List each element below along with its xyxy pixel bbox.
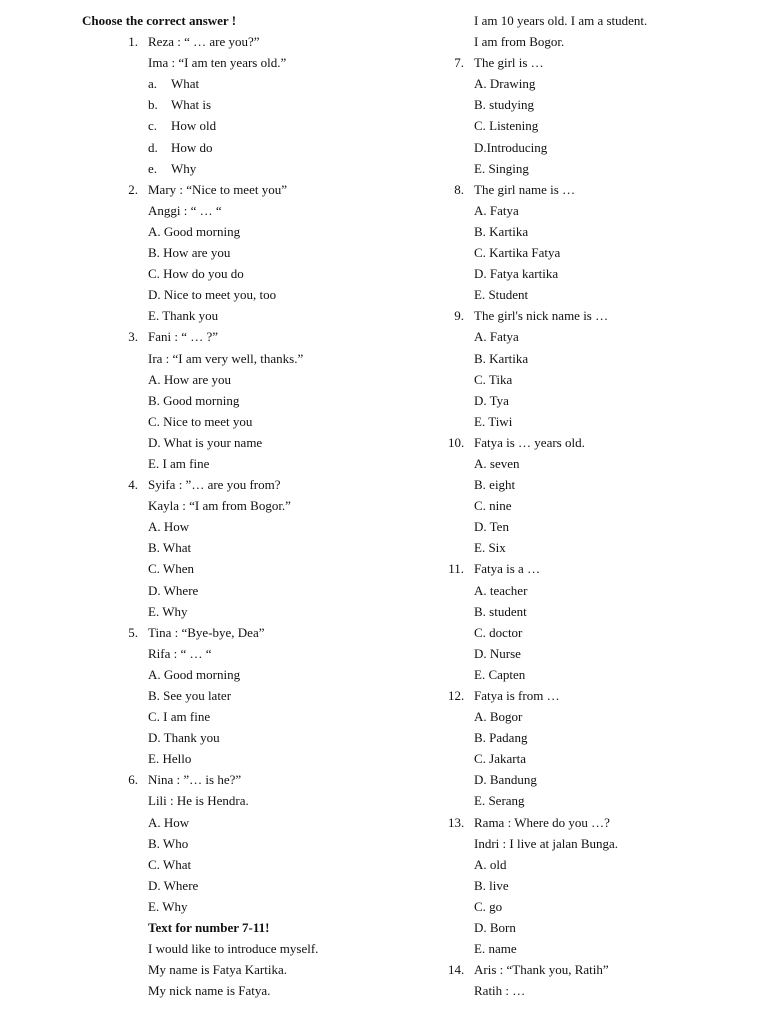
answer-option: E. Singing (474, 160, 529, 176)
answer-option: C. Tika (474, 371, 513, 387)
dialogue-response: Ima : “I am ten years old.” (148, 55, 287, 71)
answer-option: E. Why (148, 603, 188, 619)
question-text: Mary : “Nice to meet you” (148, 181, 287, 197)
answer-option: E. name (474, 941, 517, 957)
question-text: Fatya is a … (474, 561, 541, 577)
left-column (0, 10, 440, 1001)
answer-option: B. eight (474, 477, 516, 493)
question-text: Fatya is … years old. (474, 434, 585, 450)
answer-option: A. Good morning (148, 223, 241, 239)
dialogue-response: Ratih : … (474, 983, 526, 999)
question-text: Tina : “Bye-bye, Dea” (148, 624, 265, 640)
answer-option: C. go (474, 898, 503, 914)
answer-option: B. Good morning (148, 392, 240, 408)
answer-option: A. Drawing (474, 76, 536, 92)
question-text: Aris : “Thank you, Ratih” (474, 962, 609, 978)
option-letter: c. (148, 118, 158, 134)
answer-option: E. Serang (474, 793, 525, 809)
question-7 (448, 52, 768, 73)
answer-option: E. Thank you (148, 308, 219, 324)
answer-option: D. Tya (474, 392, 509, 408)
answer-option: E. Student (474, 287, 529, 303)
answer-option: B. How are you (148, 245, 231, 261)
answer-option: B. student (474, 603, 527, 619)
question-text: Fatya is from … (474, 688, 560, 703)
answer-option: C. Nice to meet you (148, 413, 253, 429)
question-number: 3. (128, 329, 138, 345)
answer-option: A. How are you (148, 371, 232, 387)
dialogue-response: Kayla : “I am from Bogor.” (148, 498, 291, 514)
answer-option: B. studying (474, 97, 534, 113)
question-text: The girl's nick name is … (474, 308, 609, 324)
answer-option: D.Introducing (474, 139, 548, 155)
answer-option: D. Nurse (474, 645, 521, 661)
question-3 (0, 326, 440, 347)
question-14 (448, 959, 768, 980)
question-number: 13. (448, 814, 465, 830)
answer-option: A. How (148, 814, 190, 830)
question-text: Rama : Where do you …? (474, 814, 610, 830)
reading-text-line: I would like to introduce myself. (148, 941, 319, 957)
reading-text-heading: Text for number 7-11! (148, 920, 270, 936)
question-text: Syifa : ”… are you from? (148, 477, 281, 493)
answer-option: A. seven (474, 455, 520, 471)
option-letter: a. (148, 76, 158, 92)
answer-option: B. Kartika (474, 223, 529, 239)
option-text: What is (171, 97, 212, 113)
answer-option: E. I am fine (148, 455, 210, 471)
answer-option: C. When (148, 561, 194, 577)
dialogue-response: Lili : He is Hendra. (148, 793, 249, 809)
question-5 (0, 622, 440, 643)
option-text: How do (171, 139, 213, 155)
question-number: 6. (128, 772, 138, 788)
question-number: 2. (128, 181, 138, 197)
question-13 (448, 812, 768, 833)
right-column (448, 10, 768, 1001)
question-number: 5. (128, 624, 138, 640)
question-6 (0, 769, 440, 790)
answer-option: A. Fatya (474, 202, 519, 218)
answer-option: E. Why (148, 898, 188, 914)
dialogue-response: Indri : I live at jalan Bunga. (474, 835, 619, 851)
answer-option: C. Kartika Fatya (474, 245, 561, 261)
answer-option (0, 115, 440, 136)
question-8 (448, 179, 768, 200)
answer-option: D. Where (148, 582, 199, 598)
answer-option: C. How do you do (148, 266, 244, 282)
answer-option: E. Tiwi (474, 413, 513, 429)
answer-option: D. Where (148, 877, 199, 893)
answer-option: D. Bandung (474, 772, 537, 788)
answer-option: D. Thank you (148, 730, 220, 746)
question-text: Reza : “ … are you?” (148, 34, 260, 50)
reading-text-line: My name is Fatya Kartika. (148, 962, 287, 978)
answer-option: C. I am fine (148, 709, 211, 725)
question-number: 11. (448, 561, 464, 577)
answer-option: B. See you later (148, 688, 232, 703)
answer-option: D. Fatya kartika (474, 266, 559, 282)
question-9 (448, 305, 768, 326)
answer-option: C. Jakarta (474, 751, 526, 767)
answer-option: A. Good morning (148, 666, 241, 682)
worksheet-title: Choose the correct answer ! (82, 13, 237, 28)
answer-option: E. Hello (148, 751, 192, 767)
answer-option: A. How (148, 519, 190, 535)
answer-option: D. What is your name (148, 434, 263, 450)
answer-option: C. doctor (474, 624, 523, 640)
dialogue-response: Anggi : “ … “ (148, 202, 222, 218)
option-letter: b. (148, 97, 158, 113)
option-letter: e. (148, 160, 158, 176)
answer-option: A. old (474, 856, 507, 872)
answer-option: C. What (148, 856, 192, 872)
answer-option: B. Who (148, 835, 189, 851)
answer-option: A. Fatya (474, 329, 519, 345)
answer-option: E. Six (474, 540, 506, 556)
question-text: The girl name is … (474, 181, 576, 197)
answer-option: A. teacher (474, 582, 528, 598)
question-number: 9. (454, 308, 464, 324)
option-text: How old (171, 118, 217, 134)
question-text: Fani : “ … ?” (148, 329, 219, 345)
answer-option (0, 94, 440, 115)
answer-option: D. Nice to meet you, too (148, 287, 277, 303)
answer-option: B. live (474, 877, 509, 893)
reading-text-line: I am 10 years old. I am a student. (474, 13, 648, 28)
dialogue-response: Rifa : “ … “ (148, 645, 212, 661)
question-number: 8. (454, 181, 464, 197)
question-text: The girl is … (474, 55, 544, 71)
question-number: 12. (448, 688, 465, 703)
question-number: 10. (448, 434, 465, 450)
option-text: What (171, 76, 200, 92)
answer-option: B. Padang (474, 730, 528, 746)
answer-option: A. Bogor (474, 709, 523, 725)
answer-option (0, 137, 440, 158)
answer-option: B. Kartika (474, 350, 529, 366)
question-number: 1. (128, 34, 138, 50)
answer-option: C. Listening (474, 118, 539, 134)
option-text: Why (171, 160, 197, 176)
answer-option: B. What (148, 540, 192, 556)
answer-option: D. Born (474, 920, 516, 936)
answer-option (0, 73, 440, 94)
answer-option: E. Capten (474, 666, 526, 682)
answer-option: D. Ten (474, 519, 509, 535)
question-11 (448, 558, 768, 579)
reading-text-line: I am from Bogor. (474, 34, 565, 50)
question-number: 4. (128, 477, 138, 493)
question-4 (0, 474, 440, 495)
question-number: 7. (454, 55, 464, 71)
question-12 (448, 685, 768, 706)
option-letter: d. (148, 139, 158, 155)
question-2 (0, 179, 440, 200)
reading-text-line: My nick name is Fatya. (148, 983, 271, 999)
answer-option: C. nine (474, 498, 512, 514)
question-text: Nina : ”… is he?” (148, 772, 242, 788)
answer-option (0, 158, 440, 179)
question-10 (448, 432, 768, 453)
question-number: 14. (448, 962, 465, 978)
dialogue-response: Ira : “I am very well, thanks.” (148, 350, 304, 366)
question-1 (0, 31, 440, 52)
